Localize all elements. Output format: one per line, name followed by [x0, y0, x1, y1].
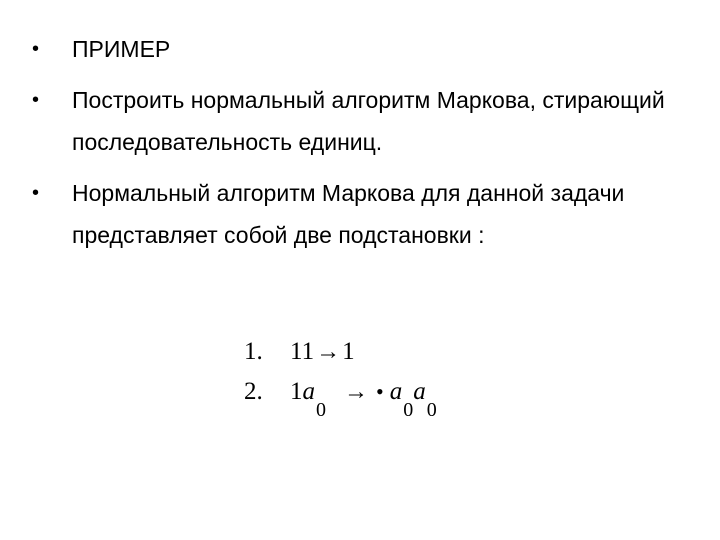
bullet-item-solution — [32, 172, 702, 256]
arrow-icon: → — [344, 379, 368, 405]
bullet-text: Построить нормальный алгоритм Маркова, стирающий последовательность единиц. — [72, 87, 665, 155]
substitution-lhs-sub: 0 — [316, 399, 326, 421]
bullet-item-example — [32, 28, 702, 70]
bullet-text: ПРИМЕР — [72, 36, 171, 62]
substitution-rhs-sub2: 0 — [426, 399, 437, 421]
bullet-list — [32, 28, 702, 265]
substitution-rhs-var1: a — [389, 378, 403, 405]
bullet-dot-icon: • — [32, 89, 40, 111]
arrow-icon: → — [316, 339, 341, 365]
final-dot-icon: • — [376, 379, 384, 404]
substitution-lhs: 11 — [290, 338, 315, 365]
substitution-number: 1. — [244, 338, 263, 365]
substitution-number: 2. — [244, 378, 263, 405]
substitution-row-1 — [244, 338, 437, 378]
substitution-rhs: 1 — [342, 338, 355, 365]
substitution-lhs-digit: 1 — [290, 378, 303, 405]
bullet-item-task — [32, 79, 702, 163]
bullet-dot-icon: • — [32, 182, 40, 204]
bullet-text: Нормальный алгоритм Маркова для данной задачи представляет собой две подстановки : — [72, 180, 625, 248]
substitution-row-2 — [244, 378, 437, 421]
substitution-rhs-sub1: 0 — [403, 399, 414, 421]
substitution-rhs-var2: a — [413, 378, 426, 405]
substitution-lhs-var: a — [302, 378, 315, 405]
bullet-dot-icon: • — [32, 38, 40, 60]
substitution-formulas — [244, 338, 437, 421]
